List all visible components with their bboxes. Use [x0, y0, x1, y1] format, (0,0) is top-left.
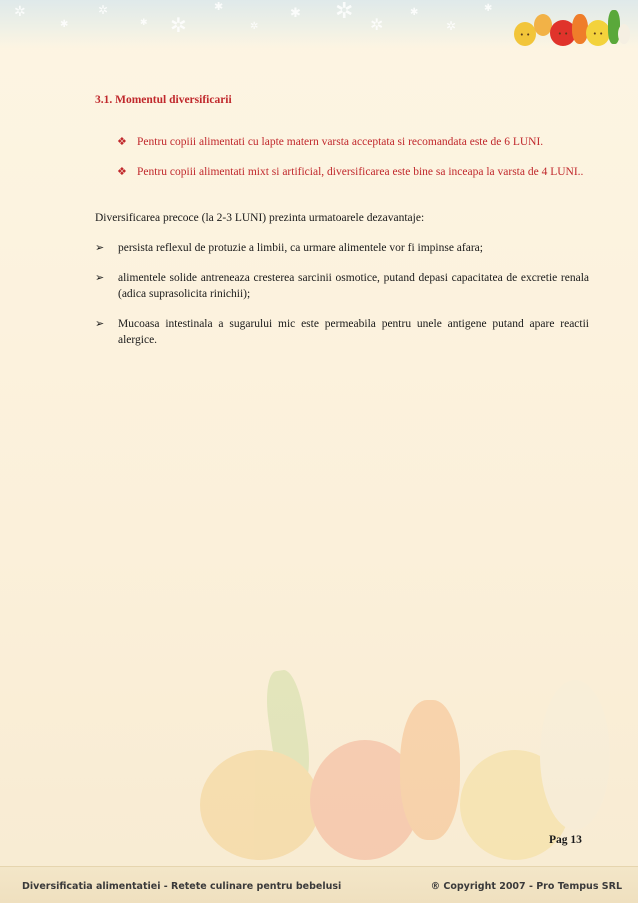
snowflake-icon: ✲	[370, 17, 384, 34]
arrow-bullet-icon: ➢	[95, 317, 105, 330]
intro-paragraph: Diversificarea precoce (la 2-3 LUNI) prezinta urmatoarele dezavantaje:	[95, 212, 425, 224]
footer-bar	[0, 866, 638, 903]
corn-icon: • •	[514, 22, 536, 46]
snowflake-icon: ✱	[410, 7, 419, 18]
snowflake-icon: ✱	[60, 19, 69, 30]
garlic-watermark-icon	[540, 680, 610, 830]
snowflake-icon: ✱	[214, 1, 224, 13]
footer-copyright: ® Copyright 2007 - Pro Tempus SRL	[430, 881, 622, 892]
tomato-icon: • •	[550, 20, 576, 46]
list-item	[95, 240, 589, 256]
vegetables-watermark	[200, 660, 620, 860]
snowflake-icon: ✲	[446, 19, 457, 33]
snowflake-icon: ✱	[140, 17, 148, 27]
section-title: 3.1. Momentul diversificarii	[95, 94, 232, 106]
list-item-text: Pentru copiii alimentati mixt si artificial, diversificarea este bine sa inceapa la varsta de 4 LUNI..	[137, 166, 584, 178]
list-item	[95, 316, 589, 348]
snowflake-icon: ✱	[290, 5, 301, 20]
carrot-watermark-icon	[400, 700, 460, 840]
snowflake-icon: ✱	[484, 3, 493, 14]
diamond-bullet-list	[95, 134, 589, 180]
diamond-bullet-icon: ❖	[117, 165, 127, 178]
arrow-bullet-list	[95, 240, 589, 348]
list-item	[95, 270, 589, 302]
list-item-text: Pentru copiii alimentati cu lapte matern varsta acceptata si recomandata este de 6 LUNI.	[137, 136, 544, 148]
snowflake-icon: ✲	[250, 21, 259, 32]
header-banner	[0, 0, 638, 48]
lemon-icon: • •	[586, 20, 610, 46]
snowflake-icon: ✲	[14, 5, 26, 20]
snowflake-icon: ✲	[170, 15, 187, 37]
footer-title: Diversificatia alimentatiei - Retete culinare pentru bebelusi	[22, 881, 342, 892]
page-number: Pag 13	[549, 834, 582, 846]
list-item-text: alimentele solide antreneaza cresterea sarcinii osmotice, putand depasi capacitatea de excretie renala (adica suprasolicita rinichii);	[118, 272, 589, 300]
list-item	[95, 134, 589, 150]
main-content	[95, 92, 589, 362]
vegetable-characters-illustration	[512, 6, 632, 50]
snowflake-icon: ✲	[98, 3, 109, 17]
snowflake-icon: ✲	[335, 0, 354, 23]
list-item-text: Mucoasa intestinala a sugarului mic este permeabila pentru unele antigene putand apare reactii alergice.	[118, 318, 589, 346]
list-item	[95, 164, 589, 180]
arrow-bullet-icon: ➢	[95, 271, 105, 284]
diamond-bullet-icon: ❖	[117, 135, 127, 148]
list-item-text: persista reflexul de protuzie a limbii, ca urmare alimentele vor fi impinse afara;	[118, 242, 483, 254]
garlic-icon	[618, 24, 630, 44]
arrow-bullet-icon: ➢	[95, 241, 105, 254]
pepper-watermark-icon	[200, 750, 320, 860]
